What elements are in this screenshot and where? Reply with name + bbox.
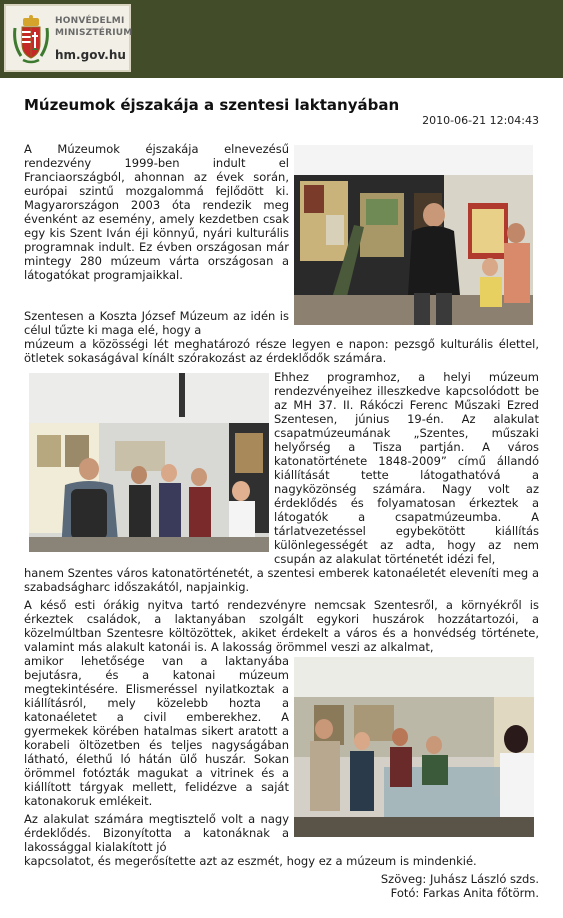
logo-line1: HONVÉDELMI [55, 16, 125, 26]
paragraph-1: A Múzeumok éjszakája elnevezésű rendezvény 1999-ben indult el Franciaországból, ahonnan az évek során, európai szintű mozgalommá fejlődött ki. Magyarországon 2003 óta rendezik meg évenként az esemény, amely kezdetben csak egy kis Szent Iván éji könnyű, nyári kulturális programnak indult. Ez évben országosan már mintegy 280 múzeum várta országosan a látogatókat programjaikkal. [24, 142, 289, 282]
coat-of-arms-icon [11, 14, 51, 66]
ministry-logo[interactable] [4, 4, 131, 72]
credit-photo-author: Fotó: Farkas Anita főtörm. [390, 886, 539, 900]
credit-text-author: Szöveg: Juhász László szds. [380, 872, 539, 886]
photo-exhibition-visitors [294, 145, 533, 325]
paragraph-4-start: A késő esti órákig nyitva tartó rendezvényre nemcsak Szentesről, a környékről is érkeztek családok, a laktanyában szolgált egykori huszárok hozzátartozói, a közelmúltban Szentesre költözöttek, akiket érdekelt a város és a honvédség története, valamint más alakult katonái is. A lakosság örömmel veszi az alkalmat, [24, 598, 539, 654]
paragraph-5-start: Az alakulat számára megtisztelő volt a nagy érdeklődés. Bizonyította a katonáknak a lakossággal kialakított jó [24, 812, 289, 854]
paragraph-3-end: hanem Szentes város katonatörténetét, a szentesi emberek katonaéletét eleveníti meg a szabadságharc időszakától, napjainkig. [24, 566, 539, 594]
photo-museum-crowd [29, 373, 269, 552]
paragraph-3-start: Ehhez programhoz, a helyi múzeum rendezvényeihez illeszkedve kapcsolódott be az MH 37. II. Rákóczi Ferenc Műszaki Ezred Szentesen, június 19-én. Az alakulat csapatmúzeumának „Szentes, műszaki helyőrség a Tisza partján. A város katonatörténete 1848-2009” című állandó kiállítását tette látogathatóvá a nagyközönség számára. Nagy volt az érdeklődés és folyamatosan érkeztek a látogatók a csapatmúzeumba. A tárlatvezetéssel egybekötött kiállítás különlegességét az adta, hogy az nem csupán az alakulat történetét idézi fel, [274, 370, 539, 566]
paragraph-4-end: amikor lehetősége van a laktanyába bejutásra, és a katonai múzeum megtekintésére. Elismeréssel nyilatkoztak a kiállításról, mely közelebb hozta a katonaéletet a civil emberekhez. A gyermekek körében hatalmas sikert aratott a korabeli öltözetben és teljes nagyságában látható, élethű ló hátán ülő huszár. Sokan örömmel fotózták magukat a vitrinek és a kiállított tárgyak mellett, felidézve a saját katonakoruk emlékeit. [24, 654, 289, 808]
site-header [0, 0, 563, 78]
photo-visitors-vitrine [294, 657, 534, 837]
paragraph-5-end: kapcsolatot, és megerősítette azt az eszmét, hogy ez a múzeum is mindenkié. [24, 854, 477, 868]
logo-url: hm.gov.hu [55, 48, 126, 62]
article-title: Múzeumok éjszakája a szentesi laktanyában [24, 96, 400, 114]
article-date: 2010-06-21 12:04:43 [422, 114, 539, 127]
paragraph-2-end: múzeum a közösségi lét meghatározó része legyen e napon: pezsgő kulturális élettel, ötletek sokaságával kínált szórakozást az érdeklődők számára. [24, 337, 539, 365]
logo-line2: MINISZTÉRIUM [55, 28, 133, 38]
paragraph-2-start: Szentesen a Koszta József Múzeum az idén is célul tűzte ki maga elé, hogy a [24, 309, 289, 337]
